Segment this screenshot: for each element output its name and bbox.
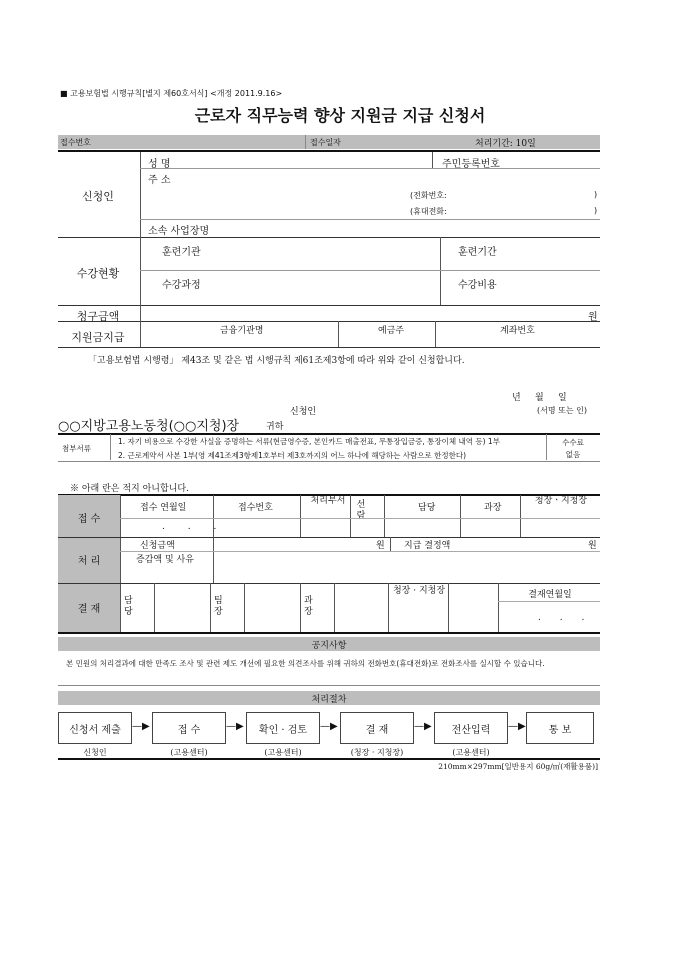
office-charge: 담당 bbox=[418, 503, 436, 513]
office-date-dots: . . . bbox=[162, 522, 227, 532]
recipient-honorific: 귀하 bbox=[266, 422, 284, 432]
receipt-no-label: 접수번호 bbox=[60, 138, 91, 147]
office-receipt-no: 접수번호 bbox=[238, 503, 273, 513]
name-field[interactable]: 성 명 bbox=[148, 159, 171, 170]
step-actor: (고용센터) bbox=[264, 748, 302, 757]
course-field[interactable]: 수강과정 bbox=[162, 280, 201, 291]
receipt-date-label: 접수일자 bbox=[310, 138, 341, 147]
approval-date: 결재연월일 bbox=[528, 590, 572, 600]
step-actor: (고용센터) bbox=[170, 748, 208, 757]
page-title: 근로자 직무능력 향상 지원금 지급 신청서 bbox=[194, 106, 486, 125]
step-receipt: 접 수 bbox=[152, 712, 226, 744]
step-actor: (고용센터) bbox=[452, 748, 490, 757]
step-review: 확인 · 검토 bbox=[246, 712, 320, 744]
address-field[interactable]: 주 소 bbox=[148, 175, 171, 186]
institution-field[interactable]: 훈련기관 bbox=[162, 247, 201, 258]
office-receipt-label: 접 수 bbox=[77, 514, 101, 525]
step-actor: (청장 · 지청장) bbox=[350, 748, 404, 757]
mobile-close: ) bbox=[594, 206, 598, 215]
approval-charge: 담당 bbox=[124, 596, 133, 617]
training-period-field[interactable]: 훈련기간 bbox=[458, 247, 497, 258]
processing-period: 처리기간: 10일 bbox=[475, 139, 536, 149]
office-adjust-reason: 증감액 및 사유 bbox=[136, 555, 194, 565]
not-to-fill-notice: ※ 아래 란은 적지 아니합니다. bbox=[70, 484, 189, 494]
training-section-label: 수강현황 bbox=[76, 267, 120, 280]
account-no-field[interactable]: 계좌번호 bbox=[500, 326, 535, 336]
office-approval-label: 결 재 bbox=[77, 604, 101, 615]
resident-no-field[interactable]: 주민등록번호 bbox=[442, 159, 500, 170]
paper-spec: 210mm×297mm[일반용지 60g/㎡(재활용품)] bbox=[438, 762, 598, 771]
arrow-icon: —▶ bbox=[414, 721, 432, 732]
office-requested-amount: 신청금액 bbox=[140, 541, 175, 551]
office-won-1: 원 bbox=[376, 541, 385, 551]
step-submit: 신청서 제출 bbox=[58, 712, 132, 744]
step-actor: 신청인 bbox=[83, 748, 107, 757]
signature-applicant: 신청인 bbox=[290, 407, 317, 417]
signature-mark[interactable]: (서명 또는 인) bbox=[537, 406, 587, 415]
cost-field[interactable]: 수강비용 bbox=[458, 280, 497, 291]
attachments-label: 첨부서류 bbox=[62, 444, 91, 453]
office-decision-amount: 지급 결정액 bbox=[404, 541, 451, 551]
form-reference: ■ 고용보험법 시행규칙[별지 제60호서식] <개정 2011.9.16> bbox=[60, 89, 283, 98]
mobile-field[interactable]: (휴대전화: bbox=[410, 207, 447, 216]
payment-label: 지원금지급 bbox=[71, 331, 125, 344]
phone-close: ) bbox=[594, 190, 598, 199]
office-process-label: 처 리 bbox=[77, 556, 101, 567]
office-won-2: 원 bbox=[588, 541, 597, 551]
arrow-icon: —▶ bbox=[320, 721, 338, 732]
approval-director: 청장 · 지청장 bbox=[392, 586, 446, 596]
workplace-field[interactable]: 소속 사업장명 bbox=[148, 226, 210, 237]
bank-name-field[interactable]: 금융기관명 bbox=[220, 326, 264, 336]
step-approval: 결 재 bbox=[340, 712, 414, 744]
procedure-title: 처리절차 bbox=[311, 695, 347, 705]
arrow-icon: —▶ bbox=[226, 721, 244, 732]
approval-section: 과장 bbox=[304, 596, 313, 617]
arrow-icon: —▶ bbox=[132, 721, 150, 732]
claim-label: 청구금액 bbox=[76, 310, 120, 323]
office-processing-dept: 처리부서 bbox=[310, 496, 346, 506]
declaration-text: 「고용보험법 시행령」 제43조 및 같은 법 시행규칙 제61조제3항에 따라 위와 같이 신청합니다. bbox=[88, 356, 465, 366]
office-section-chief: 과장 bbox=[484, 503, 502, 513]
account-holder-field[interactable]: 예금주 bbox=[378, 326, 405, 336]
attachment-item-2: 2. 근로계약서 사본 1부(영 제41조제3항제1호부터 제3호까지의 어느 하나에 해당하는 사람으로 한정한다) bbox=[118, 451, 467, 460]
public-notice-title: 공지사항 bbox=[311, 641, 347, 651]
phone-field[interactable]: (전화번호: bbox=[410, 191, 447, 200]
approval-team: 팀장 bbox=[214, 596, 223, 617]
recipient: ○○지방고용노동청(○○지청)장 bbox=[58, 419, 240, 434]
attachment-item-1: 1. 자기 비용으로 수강한 사실을 증명하는 서류(현금영수증, 본인카드 매출전표, 무통장입금증, 통장이체 내역 등) 1부 bbox=[118, 437, 500, 446]
office-receipt-date: 접수 연월일 bbox=[140, 503, 187, 513]
signature-date[interactable]: 년 월 일 bbox=[512, 393, 567, 403]
step-notify: 통 보 bbox=[526, 712, 594, 744]
public-notice-text: 본 민원의 처리결과에 대한 만족도 조사 및 관련 제도 개선에 필요한 의견조사를 위해 귀하의 전화번호(휴대전화)로 전화조사를 실시할 수 있습니다. bbox=[66, 659, 545, 668]
fee-label: 수수료 bbox=[562, 438, 584, 447]
arrow-icon: —▶ bbox=[508, 721, 526, 732]
step-input: 전산입력 bbox=[434, 712, 508, 744]
office-director: 청장ㆍ지청장 bbox=[534, 496, 588, 506]
applicant-section-label: 신청인 bbox=[82, 190, 114, 203]
fee-value: 없음 bbox=[565, 450, 581, 459]
office-seon: 선람 bbox=[356, 500, 366, 521]
claim-unit: 원 bbox=[588, 312, 598, 323]
approval-date-dots: . . . bbox=[538, 613, 593, 623]
